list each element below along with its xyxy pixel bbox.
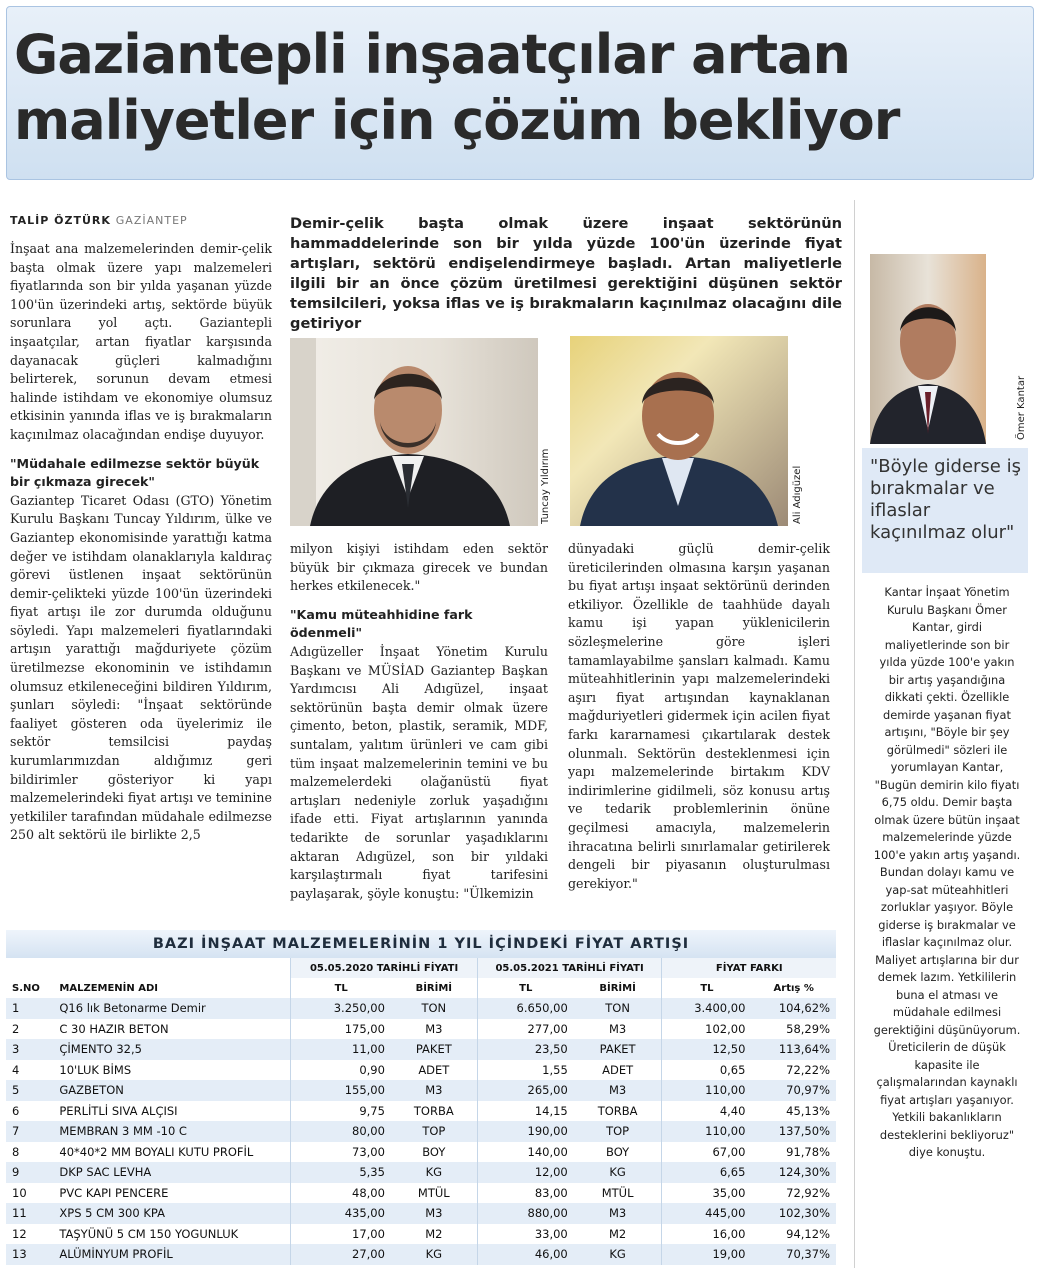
- row-price-2021: 83,00: [477, 1183, 574, 1204]
- row-price-diff: 445,00: [662, 1203, 751, 1224]
- gto-quote-end: milyon kişiyi istihdam eden sektör büyük bir çıkmaza girecek ve bundan herkes etkilenecek.": [290, 541, 548, 594]
- row-price-2021: 12,00: [477, 1162, 574, 1183]
- table-row: [6, 1080, 836, 1101]
- row-sno: 2: [12, 1021, 20, 1036]
- row-price-2020: 5,35: [291, 1162, 391, 1183]
- row-sno: 5: [12, 1083, 20, 1098]
- row-price-2020: 17,00: [291, 1224, 391, 1245]
- row-sno: 3: [12, 1042, 20, 1057]
- row-material: C 30 HAZIR BETON: [59, 1021, 169, 1036]
- row-increase-pct: 137,50%: [778, 1124, 830, 1139]
- row-price-diff: 0,65: [662, 1060, 751, 1081]
- row-price-diff: 110,00: [662, 1121, 751, 1142]
- photo-ali-adiguzel: [570, 336, 788, 526]
- table-row: [6, 1142, 836, 1163]
- row-material: TAŞYÜNÜ 5 CM 150 YOGUNLUK: [59, 1226, 239, 1241]
- table-row: [6, 1183, 836, 1204]
- row-price-2020: 80,00: [291, 1121, 391, 1142]
- row-price-2020: 11,00: [291, 1039, 391, 1060]
- row-sno: 11: [12, 1206, 27, 1221]
- adiguzel-quote-paragraph: dünyadaki güçlü demir-çelik üreticilerinden olmasına karşın yaşanan bu fiyat artışı inşaat sektörünü derinden etkiliyor. Özellikle de taahhüde dayalı kamu işi yapan yüklenicilerin sözleşmelerine göre işleri tamamlayabilme şansları kalmadı. Kamu müteahhitlerinin yapı malzemelerindeki aşırı fiyat artışından kaynaklanan mağduriyetleri gidermek için acilen fiyat farkı kararnamesi çıkartılarak destek olunmalı. Sektörün desteklenmesi için yapı malzemelerinde birtakım KDV indirimlerine gidilmeli, söz konusu artış ve tedarik problemlerinin önüne geçilmesi amacıyla, malzemelerin ihracatına belirli sınırlamalar getirilerek dengeli bir piyasanın oluşturulması gerekiyor.": [568, 541, 830, 891]
- row-price-2020: 27,00: [291, 1244, 391, 1265]
- row-unit-2020: TORBA: [413, 1103, 454, 1118]
- table-row: [6, 998, 836, 1019]
- table-title: BAZI İNŞAAT MALZEMELERİNİN 1 YIL İÇİNDEKİ FİYAT ARTIŞI: [6, 930, 836, 958]
- person-silhouette-icon: [570, 336, 788, 526]
- article-column-3: [568, 540, 830, 893]
- row-increase-pct: 91,78%: [786, 1144, 830, 1159]
- column-divider: [854, 200, 855, 1268]
- row-sno: 13: [12, 1247, 27, 1262]
- row-increase-pct: 72,92%: [786, 1185, 830, 1200]
- row-unit-2021: KG: [609, 1247, 626, 1262]
- col-header-tl-2020: TL: [291, 978, 391, 998]
- row-unit-2021: M2: [608, 1226, 627, 1241]
- row-sno: 1: [12, 1001, 20, 1016]
- col-header-tl-diff: TL: [662, 978, 751, 998]
- caption-ali: Ali Adıgüzel: [792, 465, 803, 524]
- row-price-diff: 67,00: [662, 1142, 751, 1163]
- row-price-2021: 46,00: [477, 1244, 574, 1265]
- row-price-2021: 1,55: [477, 1060, 574, 1081]
- row-unit-2021: TORBA: [597, 1103, 638, 1118]
- row-price-diff: 35,00: [662, 1183, 751, 1204]
- col-header-tl-2021: TL: [477, 978, 574, 998]
- row-price-diff: 16,00: [662, 1224, 751, 1245]
- row-price-2021: 277,00: [477, 1019, 574, 1040]
- person-silhouette-icon: [870, 254, 986, 444]
- row-unit-2020: TON: [421, 1001, 447, 1016]
- row-increase-pct: 72,22%: [786, 1062, 830, 1077]
- row-sno: 12: [12, 1226, 27, 1241]
- caption-tuncay: Tuncay Yıldırım: [540, 448, 551, 524]
- row-material: MEMBRAN 3 MM -10 C: [59, 1124, 187, 1139]
- row-price-2020: 435,00: [291, 1203, 391, 1224]
- group-header-2021: 05.05.2021 TARİHLİ FİYATI: [477, 958, 662, 978]
- row-unit-2021: M3: [608, 1206, 627, 1221]
- row-unit-2021: PAKET: [599, 1042, 636, 1057]
- col-header-unit-2020: BİRİMİ: [415, 982, 453, 994]
- row-price-diff: 12,50: [662, 1039, 751, 1060]
- row-price-2021: 14,15: [477, 1101, 574, 1122]
- pull-quote: "Böyle giderse iş bırakmalar ve iflaslar kaçınılmaz olur": [870, 456, 1021, 543]
- table-row: [6, 1162, 836, 1183]
- row-price-2021: 190,00: [477, 1121, 574, 1142]
- row-sno: 10: [12, 1185, 27, 1200]
- row-unit-2021: M3: [608, 1083, 627, 1098]
- row-unit-2021: TON: [605, 1001, 630, 1016]
- row-price-2020: 155,00: [291, 1080, 391, 1101]
- row-unit-2020: KG: [425, 1165, 443, 1180]
- row-increase-pct: 70,97%: [786, 1083, 830, 1098]
- byline: [10, 214, 188, 227]
- group-header-2020: 05.05.2020 TARİHLİ FİYATI: [291, 958, 477, 978]
- row-unit-2020: M3: [425, 1206, 443, 1221]
- row-price-2020: 175,00: [291, 1019, 391, 1040]
- row-increase-pct: 70,37%: [786, 1247, 830, 1262]
- row-unit-2020: PAKET: [415, 1042, 452, 1057]
- row-price-2020: 3.250,00: [291, 998, 391, 1019]
- row-sno: 8: [12, 1144, 20, 1159]
- row-material: DKP SAC LEVHA: [59, 1165, 152, 1180]
- row-price-2020: 0,90: [291, 1060, 391, 1081]
- headline: Gaziantepli inşaatçılar artan maliyetler için çözüm bekliyor: [14, 23, 900, 152]
- row-material: XPS 5 CM 300 KPA: [59, 1206, 165, 1221]
- blank-header: [53, 958, 291, 978]
- row-price-diff: 3.400,00: [662, 998, 751, 1019]
- row-price-2021: 23,50: [477, 1039, 574, 1060]
- table-row: [6, 1244, 836, 1265]
- row-unit-2021: KG: [609, 1165, 626, 1180]
- row-material: PVC KAPI PENCERE: [59, 1185, 169, 1200]
- table-row: [6, 1019, 836, 1040]
- row-unit-2021: MTÜL: [601, 1185, 634, 1200]
- byline-location: GAZİANTEP: [115, 214, 188, 227]
- row-sno: 9: [12, 1165, 20, 1180]
- row-price-diff: 6,65: [662, 1162, 751, 1183]
- row-price-2021: 265,00: [477, 1080, 574, 1101]
- row-unit-2021: ADET: [602, 1062, 634, 1077]
- col-header-unit-2021: BİRİMİ: [599, 982, 636, 994]
- row-unit-2020: MTÜL: [417, 1185, 450, 1200]
- row-increase-pct: 58,29%: [786, 1021, 830, 1036]
- price-increase-table: [6, 930, 836, 1265]
- row-unit-2020: ADET: [418, 1062, 450, 1077]
- row-unit-2021: M3: [608, 1021, 627, 1036]
- col-header-pct: Artış %: [773, 982, 814, 994]
- row-price-2021: 33,00: [477, 1224, 574, 1245]
- gto-paragraph: Gaziantep Ticaret Odası (GTO) Yönetim Kurulu Başkanı Tuncay Yıldırım, ülke ve Gaziantep ekonomisinde yarattığı katma değer ve istihdam olanaklarıyla kaldıraç görevi üstlenen inşaat sektörünün demir-çelikteki yüzde 100'ün üzerindeki fiyat artışı ile zor durumda olduğunu söyledi. Yapı malzemeleri fiyatlarındaki artışın yarattığı mağduriyete çözüm üretilmezse ekonominin ve istihdamın olumsuz etkileneceğini bildiren Yıldırım, şunları söyledi: "İnşaat sektöründe faaliyet gösteren oda üyelerimiz ile sektör temsilcisi paydaş kurumlarımızdan aldığımız geri bildirimler gösteriyor ki yapı malzemelerindeki fiyat artışı ve teminine yetkililer tarafından müdahale edilmezse 250 alt sektörü ile birlikte 2,5: [10, 492, 272, 843]
- table-row: [6, 1203, 836, 1224]
- col-header-sno: S.NO: [12, 982, 40, 994]
- row-price-2021: 140,00: [477, 1142, 574, 1163]
- row-material: 10'LUK BİMS: [59, 1062, 132, 1077]
- row-increase-pct: 113,64%: [778, 1042, 830, 1057]
- row-increase-pct: 94,12%: [786, 1226, 830, 1241]
- author-name: TALİP ÖZTÜRK: [10, 214, 111, 227]
- row-material: Q16 lık Betonarme Demir: [59, 1001, 206, 1016]
- intro-paragraph: İnşaat ana malzemelerinden demir-çelik başta olmak üzere yapı malzemeleri fiyatlarında son bir yılda yaşanan yüzde 100'ün üzerindeki artış, sektörde büyük sorunlara yol açtı. Gaziantepli inşaatçılar, artan fiyatlar karşısında dayanacak güçleri kalmadığını belirterek, sorunun devam etmesi halinde istihdam ve ekonomiye olumsuz etkisinin yanında iflas ve iş bırakmaların kaçınılmaz olacağından endişe duyuyor.: [10, 241, 272, 442]
- col-header-name: MALZEMENİN ADI: [59, 982, 159, 994]
- subhead-gto: "Müdahale edilmezse sektör büyük bir çıkmaza girecek": [10, 455, 260, 490]
- row-material: PERLİTLİ SIVA ALÇISI: [59, 1103, 178, 1118]
- row-increase-pct: 124,30%: [778, 1165, 830, 1180]
- caption-omer: Ömer Kantar: [1016, 375, 1027, 440]
- row-unit-2020: M3: [425, 1021, 443, 1036]
- row-material: 40*40*2 MM BOYALI KUTU PROFİL: [59, 1144, 254, 1159]
- row-unit-2020: M3: [425, 1083, 443, 1098]
- row-price-diff: 4,40: [662, 1101, 751, 1122]
- row-price-2021: 880,00: [477, 1203, 574, 1224]
- price-table: [6, 958, 836, 1265]
- article-column-2: [290, 540, 548, 903]
- row-price-diff: 19,00: [662, 1244, 751, 1265]
- row-sno: 7: [12, 1124, 20, 1139]
- row-sno: 4: [12, 1062, 20, 1077]
- table-row: [6, 1121, 836, 1142]
- blank-header: [6, 958, 53, 978]
- row-price-diff: 102,00: [662, 1019, 751, 1040]
- group-header-diff: FİYAT FARKI: [662, 958, 836, 978]
- row-price-2021: 6.650,00: [477, 998, 574, 1019]
- row-increase-pct: 104,62%: [778, 1001, 830, 1016]
- table-row: [6, 1101, 836, 1122]
- row-unit-2020: BOY: [422, 1144, 446, 1159]
- photo-tuncay-yildirim: [290, 338, 538, 526]
- table-row: [6, 1060, 836, 1081]
- adiguzel-paragraph: Adıgüzeller İnşaat Yönetim Kurulu Başkanı ve MÜSİAD Gaziantep Başkan Yardımcısı Ali Adıgüzel, inşaat sektörünün başta demir olmak üzere çimento, beton, plastik, seramik, MDF, suntalam, yalıtım ürünleri ve cam gibi tüm inşaat malzemelerinin temini ve bu malzemelerdeki olağanüstü fiyat artışları nedeniyle zorluk yaşadığını ifade etti. Fiyat artışlarının yanında tedarikte de sorunlar yaşadıklarını aktaran Adıgüzel, son bir yıldaki karşılaştırmalı fiyat tarifesini paylaşarak, şöyle konuştu: "Ülkemizin: [290, 643, 548, 901]
- photo-omer-kantar: [870, 254, 986, 444]
- row-price-2020: 48,00: [291, 1183, 391, 1204]
- table-row: [6, 1224, 836, 1245]
- price-table-body: [6, 998, 836, 1265]
- row-sno: 6: [12, 1103, 20, 1118]
- row-price-diff: 110,00: [662, 1080, 751, 1101]
- lead-paragraph: Demir-çelik başta olmak üzere inşaat sektörünün hammaddelerinde son bir yılda yüzde 100'ün üzerinde fiyat artışları, sektörü endişelendirmeye başladı. Artan maliyetlerle ilgili bir an önce çözüm üretilmesi gerektiğini düşünen sektör temsilcileri, yoksa iflas ve iş bırakmaların kaçınılmaz olacağını dile getiriyor: [290, 215, 842, 332]
- row-material: GAZBETON: [59, 1083, 124, 1098]
- row-unit-2021: BOY: [606, 1144, 630, 1159]
- table-row: [6, 1039, 836, 1060]
- subhead-kamu: "Kamu müteahhidine fark ödenmeli": [290, 606, 473, 641]
- row-increase-pct: 102,30%: [778, 1206, 830, 1221]
- row-unit-2021: TOP: [606, 1124, 630, 1139]
- row-unit-2020: KG: [425, 1247, 443, 1262]
- row-material: ALÜMİNYUM PROFİL: [59, 1247, 173, 1262]
- row-material: ÇİMENTO 32,5: [59, 1042, 142, 1057]
- row-price-2020: 73,00: [291, 1142, 391, 1163]
- row-increase-pct: 45,13%: [786, 1103, 830, 1118]
- row-price-2020: 9,75: [291, 1101, 391, 1122]
- kantar-paragraph: Kantar İnşaat Yönetim Kurulu Başkanı Ömer Kantar, girdi maliyetlerinde son bir yılda yüzde 100'e yakın bir artış yaşandığına dikkati çekti. Özellikle demirde yaşanan fiyat artışını, "Böyle bir şey görülmedi" sözleri ile yorumlayan Kantar, "Bugün demirin kilo fiyatı 6,75 oldu. Demir başta olmak üzere bütün inşaat malzemelerinde yüzde 100'e yakın artış yaşandı. Bundan dolayı kamu ve yap-sat müteahhitleri zorluklar yaşıyor. Böyle giderse iş bırakmalar ve iflaslar kaçınılmaz olur. Maliyet artışlarına bir dur demek lazım. Yetkililerin buna el atması ve müdahale edilmesi gerektiğini düşünüyorum. Üreticilerin de düşük kapasite ile çalışmalarından kaynaklı fiyat artışları yaşanıyor. Yetkili bakanlıkların desteklerini bekliyoruz" diye konuştu.: [873, 585, 1021, 1159]
- article-column-1: [10, 240, 272, 845]
- person-silhouette-icon: [290, 338, 538, 526]
- row-unit-2020: TOP: [422, 1124, 446, 1139]
- row-unit-2020: M2: [425, 1226, 443, 1241]
